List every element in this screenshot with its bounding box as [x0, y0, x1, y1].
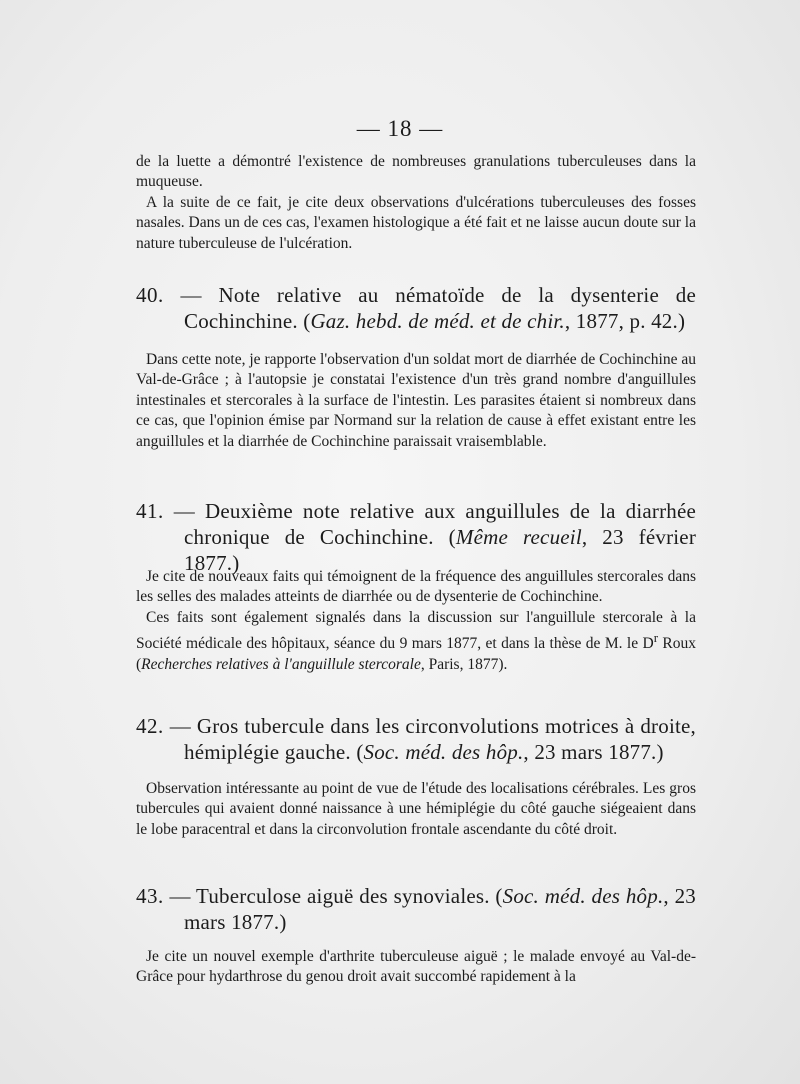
entry-title: — Gros tubercule dans les circonvolutions motrices à droite, hémiplégie gauche. (	[163, 714, 696, 764]
entry-reference: , 1877, p. 42.)	[564, 309, 686, 333]
paragraph-text: Ces faits sont également signalés dans la discussion sur l'anguillule stercorale à la Société médicale des hôpitaux, séance du 9 mars 1877, et dans la thèse de M. le D	[136, 608, 696, 653]
paragraph: Observation intéressante au point de vue de l'étude des localisations cérébrales. Les gros tubercules qui avaient donné naissance à une hémiplégie du côté gauche siégeaient dans le lobe paracentral et dans la circonvolution frontale ascendante du côté droit.	[136, 780, 696, 838]
entry-40-body	[136, 350, 696, 452]
entry-source: Soc. méd. des hôp.	[502, 884, 664, 908]
entry-40	[136, 282, 696, 334]
entry-number: 41.	[136, 499, 164, 523]
entry-title: — Deuxième note relative aux anguillules de la diarrhée chronique de Cochinchine. (	[163, 499, 696, 549]
entry-source: Gaz. hebd. de méd. et de chir.	[310, 309, 565, 333]
paragraph: de la luette a démontré l'existence de nombreuses granulations tuberculeuses dans la muqueuse.	[136, 153, 696, 191]
entry-43	[136, 883, 696, 935]
entry-number: 42.	[136, 714, 164, 738]
entry-source: Soc. méd. des hôp.	[363, 740, 524, 764]
paragraph	[136, 608, 696, 675]
entry-reference: , 23 mars 1877.)	[184, 884, 696, 934]
entry-heading	[136, 282, 696, 334]
entry-41-body	[136, 567, 696, 675]
entry-source: Même recueil	[455, 525, 582, 549]
paragraph: Je cite un nouvel exemple d'arthrite tuberculeuse aiguë ; le malade envoyé au Val-de-Grâce pour hydarthrose du genou droit avait succombé rapidement à la	[136, 948, 696, 986]
entry-number: 40.	[136, 283, 164, 307]
superscript: r	[653, 630, 658, 646]
paragraph: Je cite de nouveaux faits qui témoignent de la fréquence des anguillules stercorales dans les selles des malades atteints de diarrhée ou de dysenterie de Cochinchine.	[136, 568, 696, 606]
entry-heading	[136, 713, 696, 765]
entry-41	[136, 498, 696, 576]
entry-42-body	[136, 779, 696, 840]
intro-text	[136, 152, 696, 254]
entry-heading	[136, 498, 696, 576]
entry-title: — Note relative au nématoïde de la dysenterie de Cochinchine. (	[163, 283, 696, 333]
paragraph-text: , Paris, 1877).	[420, 655, 508, 673]
entry-43-body	[136, 947, 696, 988]
entry-reference: , 23 mars 1877.)	[523, 740, 664, 764]
entry-reference: , 23 février 1877.)	[184, 525, 697, 575]
page-number: — 18 —	[356, 116, 444, 141]
entry-number: 43.	[136, 884, 164, 908]
entry-42	[136, 713, 696, 765]
entry-heading	[136, 883, 696, 935]
paragraph: Dans cette note, je rapporte l'observation d'un soldat mort de diarrhée de Cochinchine au Val-de-Grâce ; à l'autopsie je constatai l'existence d'un très grand nombre d'anguillules intestinales et stercorales à la surface de l'intestin. Les parasites étaient si nombreux dans ce cas, que l'opinion émise par Normand sur la relation de cause à effet existant entre les anguillules et la diarrhée de Cochinchine paraissait vraisemblable.	[136, 351, 696, 450]
paragraph: A la suite de ce fait, je cite deux observations d'ulcérations tuberculeuses des fosses nasales. Dans un de ces cas, l'examen histologique a été fait et ne laisse aucun doute sur la nature tuberculeuse de l'ulcération.	[136, 193, 696, 252]
thesis-title: Recherches relatives à l'anguillule stercorale	[141, 655, 421, 673]
entry-title: — Tuberculose aiguë des synoviales. (	[163, 884, 503, 908]
author-name: Roux (	[136, 635, 696, 673]
